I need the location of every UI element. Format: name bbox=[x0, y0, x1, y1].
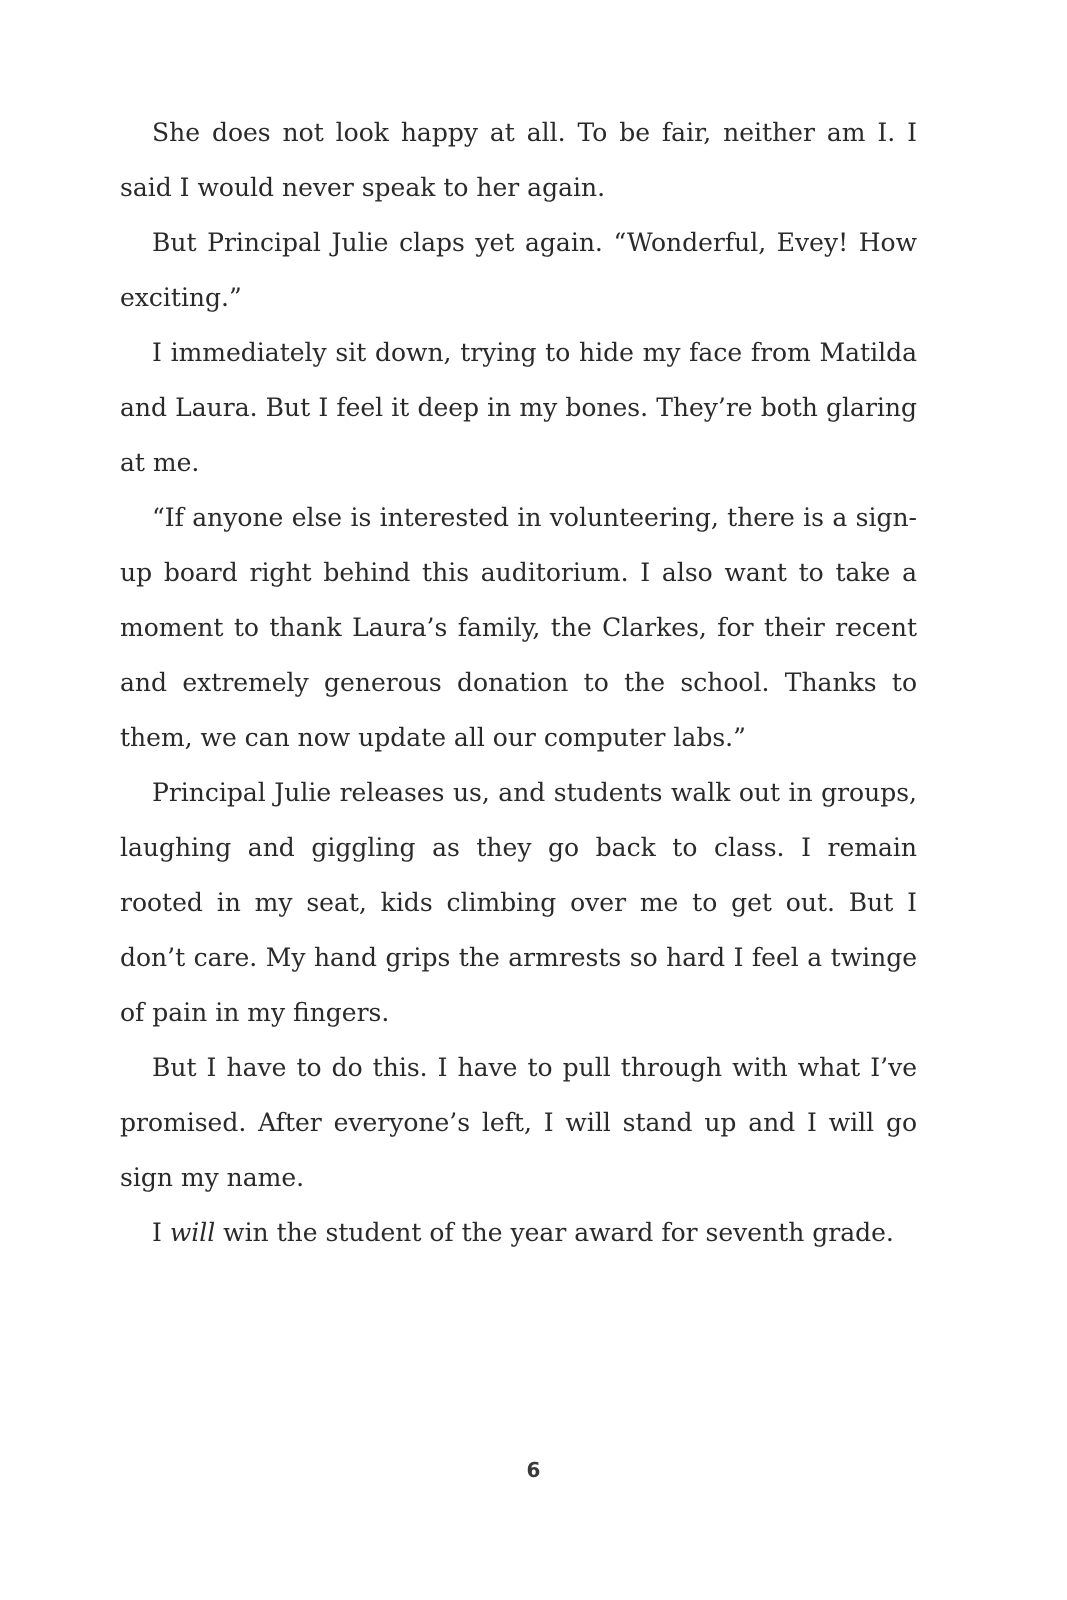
paragraph: But Principal Julie claps yet again. “Wonderful, Evey! How exciting.” bbox=[120, 228, 917, 312]
paragraph: Principal Julie releases us, and students walk out in groups, laughing and giggling as they go back to class. I remain rooted in my seat, kids climbing over me to get out. But I don’t care. My hand grips the armrests so hard I feel a twinge of pain in my fingers. bbox=[120, 778, 917, 1027]
body-text bbox=[120, 105, 917, 1260]
paragraph: “If anyone else is interested in volunteering, there is a sign-up board right behind this auditorium. I also want to take a moment to thank Laura’s family, the Clarkes, for their recent and extremely generous donation to the school. Thanks to them, we can now update all our computer labs.” bbox=[120, 503, 917, 752]
paragraph-final-start: I bbox=[152, 1218, 170, 1247]
paragraph-final-end: win the student of the year award for seventh grade. bbox=[215, 1218, 894, 1247]
emphasized-word: will bbox=[169, 1218, 216, 1247]
page-number: 6 bbox=[526, 1458, 541, 1482]
paragraph: But I have to do this. I have to pull through with what I’ve promised. After everyone’s left, I will stand up and I will go sign my name. bbox=[120, 1053, 917, 1192]
paragraph: I immediately sit down, trying to hide my face from Matilda and Laura. But I feel it deep in my bones. They’re both glaring at me. bbox=[120, 338, 917, 477]
paragraph: She does not look happy at all. To be fair, neither am I. I said I would never speak to her again. bbox=[120, 118, 917, 202]
paragraph-final bbox=[120, 1205, 917, 1260]
